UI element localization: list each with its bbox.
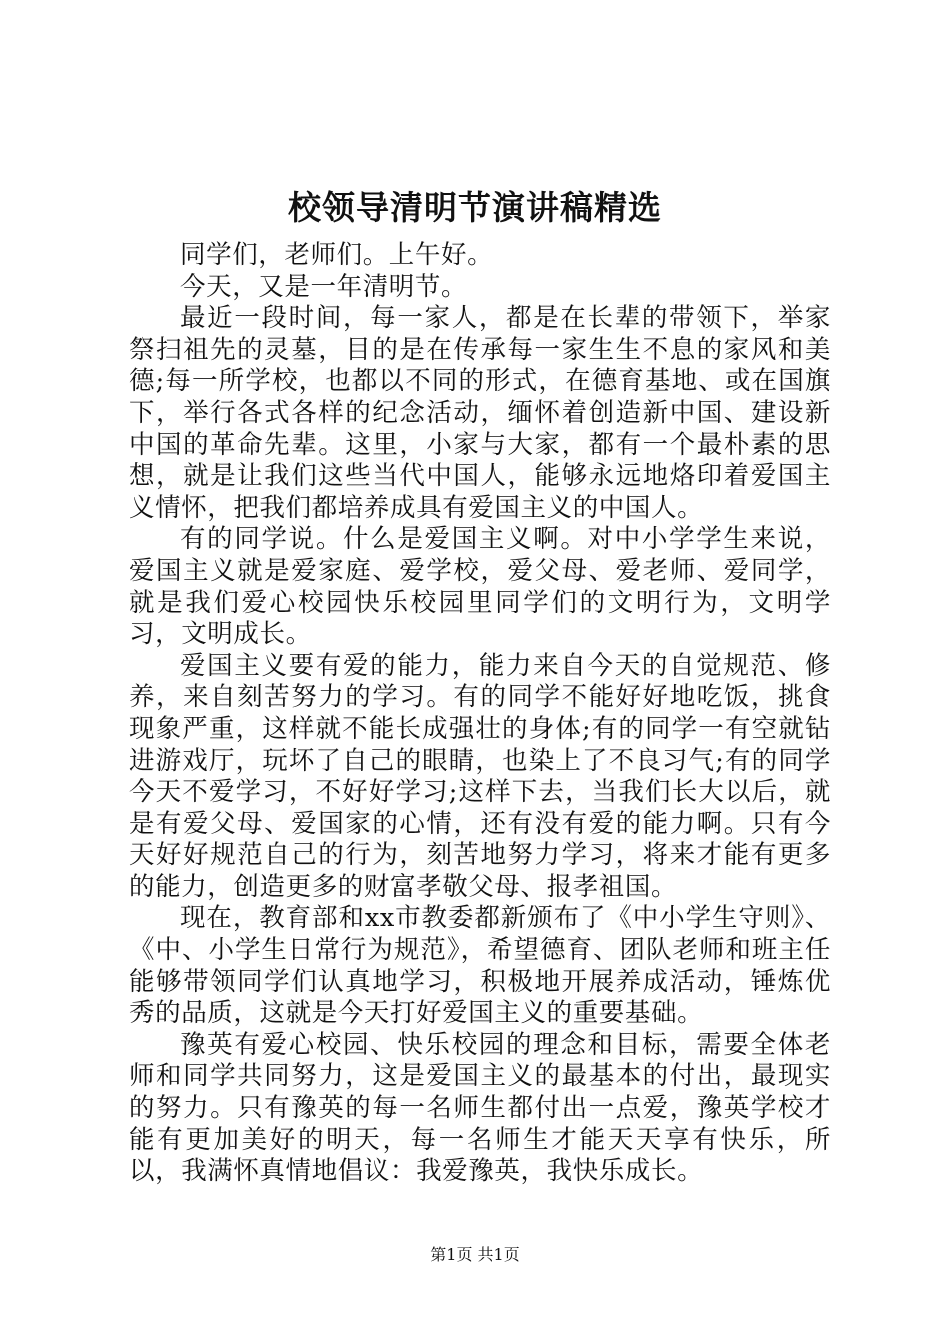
document-title: 校领导清明节演讲稿精选 — [288, 188, 662, 227]
paragraph-greeting: 同学们，老师们。上午好。 — [180, 240, 494, 270]
paragraph-memorial: 最近一段时间，每一家人，都是在长辈的带领下，举家祭扫祖先的灵墓，目的是在传承每一家生生不息的家风和美德;每一所学校，也都以不同的形式，在德育基地、或在国旗下，举行各式各样的纪念活动，缅怀着创造新中国、建设新中国的革命先辈。这里，小家与大家，都有一个最朴素的思想，就是让我们这些当代中国人，能够永远地烙印着爱国主义情怀，把我们都培养成具有爱国主义的中国人。 — [129, 303, 831, 523]
paragraph-closing: 豫英有爱心校园、快乐校园的理念和目标，需要全体老师和同学共同努力，这是爱国主义的最基本的付出，最现实的努力。只有豫英的每一名师生都付出一点爱，豫英学校才能有更加美好的明天，每一名师生才能天天享有快乐，所以，我满怀真情地倡议：我爱豫英，我快乐成长。 — [129, 1029, 831, 1187]
paragraph-rules: 现在，教育部和xx市教委都新颁布了《中小学生守则》、《中、小学生日常行为规范》，希望德育、团队老师和班主任能够带领同学们认真地学习，积极地开展养成活动，锤炼优秀的品质，这就是今天打好爱国主义的重要基础。 — [129, 903, 831, 1029]
document-body — [129, 240, 831, 1188]
page-footer: 第1页 共1页 — [430, 1245, 520, 1264]
paragraph-ability: 爱国主义要有爱的能力，能力来自今天的自觉规范、修养，来自刻苦努力的学习。有的同学不能好好地吃饭，挑食现象严重，这样就不能长成强壮的身体;有的同学一有空就钻进游戏厅，玩坏了自己的眼睛，也染上了不良习气;有的同学今天不爱学习，不好好学习;这样下去，当我们长大以后，就是有爱父母、爱国家的心情，还有没有爱的能力啊。只有今天好好规范自己的行为，刻苦地努力学习，将来才能有更多的能力，创造更多的财富孝敬父母、报孝祖国。 — [129, 650, 831, 902]
paragraph-intro: 今天，又是一年清明节。 — [180, 271, 468, 302]
paragraph-patriotism-definition: 有的同学说。什么是爱国主义啊。对中小学学生来说，爱国主义就是爱家庭、爱学校，爱父母、爱老师、爱同学，就是我们爱心校园快乐校园里同学们的文明行为，文明学习，文明成长。 — [129, 524, 831, 650]
